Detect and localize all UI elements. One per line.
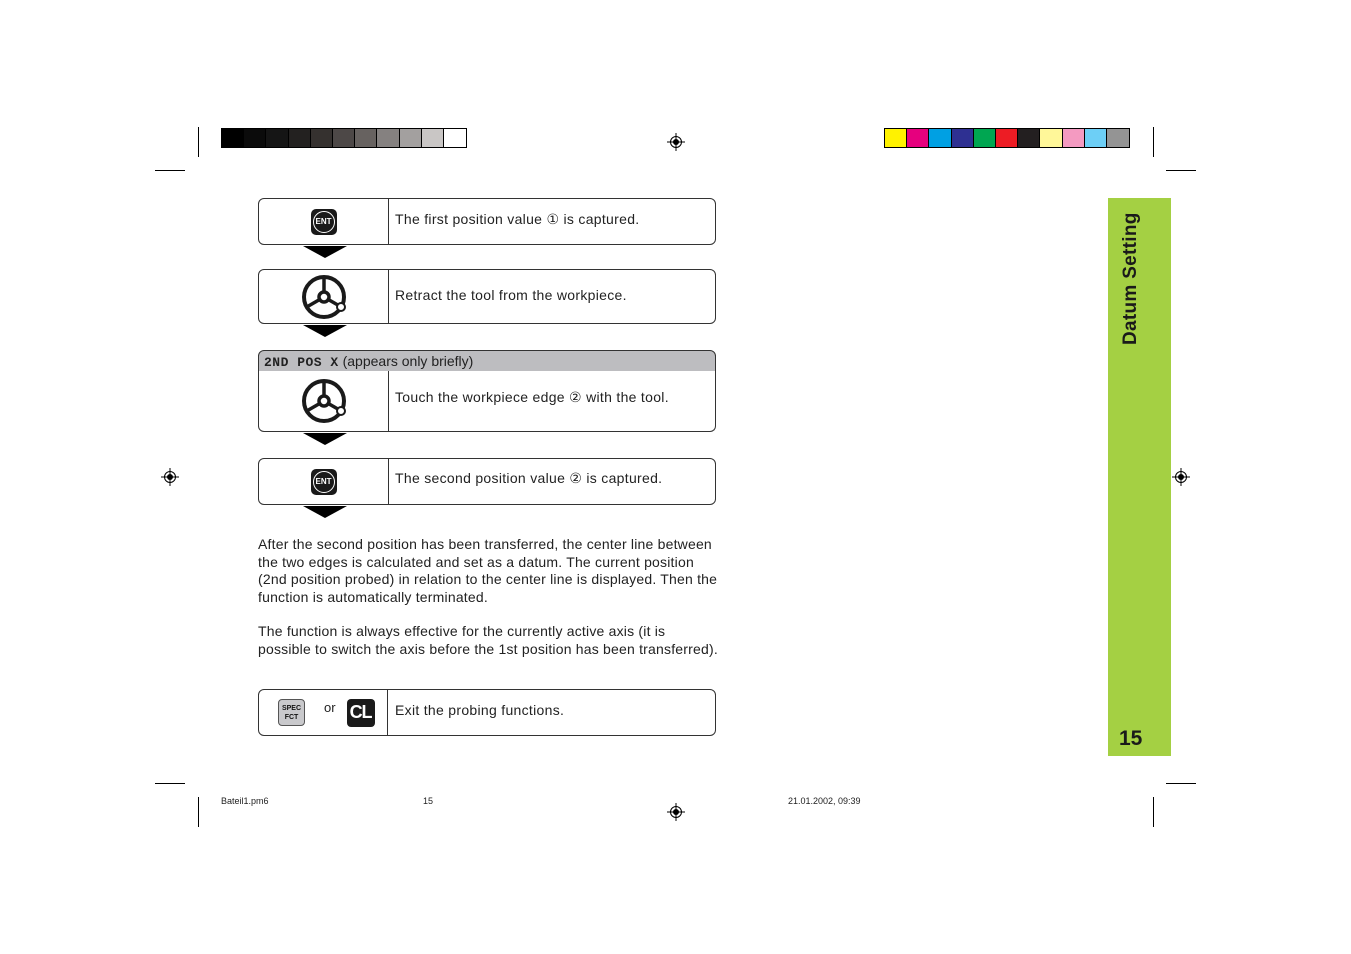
color-calibration-bar [884,128,1130,148]
color-swatch [333,129,355,147]
color-swatch [1018,129,1040,147]
step-text: The first position value ① is captured. [395,211,640,227]
registration-mark-icon [161,468,179,486]
step-retract-tool [258,269,716,324]
color-swatch [289,129,311,147]
crop-mark [198,127,199,157]
footer-filename: Bateil1.pm6 [221,796,269,806]
crop-mark [155,170,185,171]
crop-mark [1166,783,1196,784]
section-title: Datum Setting [1120,212,1141,345]
color-swatch [1063,129,1085,147]
handwheel-icon [300,377,348,425]
color-swatch [311,129,333,147]
down-arrow-icon [303,506,347,518]
color-swatch [222,129,244,147]
color-swatch [929,129,951,147]
color-swatch [974,129,996,147]
grayscale-calibration-bar [221,128,467,148]
registration-mark-icon [667,133,685,151]
color-swatch [244,129,266,147]
color-swatch [266,129,288,147]
color-swatch [952,129,974,147]
crop-mark [155,783,185,784]
color-swatch [907,129,929,147]
step-exit-probing [258,689,716,736]
step-capture-second-position [258,458,716,505]
step-text: Exit the probing functions. [395,702,565,718]
crop-mark [1153,797,1154,827]
cl-key-icon[interactable]: CL [347,699,375,727]
page-number: 15 [1119,727,1143,750]
step-text: Touch the workpiece edge ② with the tool. [395,389,669,405]
color-swatch [1085,129,1107,147]
display-message-band [258,350,716,372]
footer-timestamp: 21.01.2002, 09:39 [788,796,861,806]
registration-mark-icon [1172,468,1190,486]
color-swatch [400,129,422,147]
color-swatch [444,129,466,147]
step-capture-first-position [258,198,716,245]
crop-mark [1166,170,1196,171]
crop-mark [1153,127,1154,157]
down-arrow-icon [303,433,347,445]
body-paragraph: The function is always effective for the currently active axis (it is possible to switch the axis before the 1st position has been transferred). [258,623,718,657]
display-code: 2ND POS X [264,355,339,370]
color-swatch [1107,129,1129,147]
handwheel-icon [300,273,348,321]
color-swatch [422,129,444,147]
color-swatch [885,129,907,147]
spec-fct-key-icon[interactable]: SPEC FCT [278,699,305,726]
color-swatch [377,129,399,147]
ent-key-icon[interactable]: ENT [311,209,337,235]
registration-mark-icon [667,803,685,821]
color-swatch [1040,129,1062,147]
body-paragraph: After the second position has been transferred, the center line between the two edges is calculated and set as a datum. The current position (2nd position probed) in relation to the center line is displayed. Then the function is automatically terminated. [258,536,718,605]
down-arrow-icon [303,246,347,258]
footer-page: 15 [423,796,434,806]
down-arrow-icon [303,325,347,337]
color-swatch [355,129,377,147]
crop-mark [198,797,199,827]
ent-key-icon[interactable]: ENT [311,469,337,495]
color-swatch [996,129,1018,147]
or-label: or [324,700,336,715]
step-touch-edge [258,371,716,432]
step-text: Retract the tool from the workpiece. [395,287,627,303]
step-text: The second position value ② is captured. [395,470,663,486]
display-note: (appears only briefly) [342,353,474,369]
